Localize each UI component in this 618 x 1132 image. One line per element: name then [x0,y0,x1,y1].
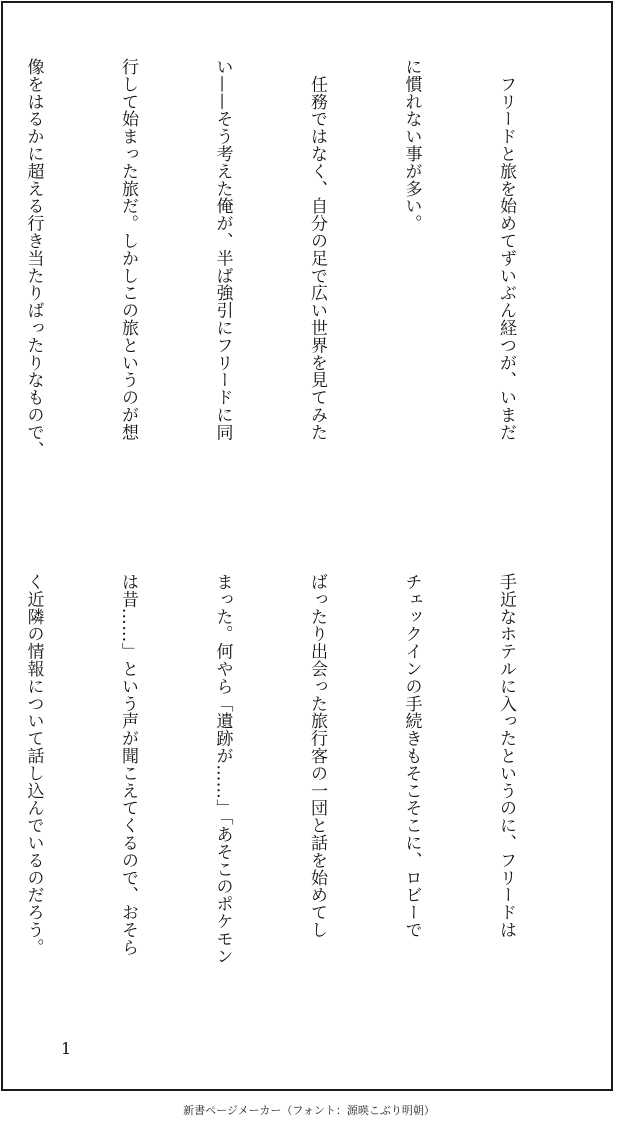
text-line: い——そう考えた俺が、半ば強引にフリードに同 [212,58,233,441]
text-line: ばったり出会った旅行客の一団と話を始めてし [307,573,327,939]
text-line: チェックインの手続きもそこそこに、ロビーで [401,573,422,939]
text-line: 任務ではなく、自分の足で広い世界を見てみた [307,58,327,441]
page-number: 1 [61,1039,72,1058]
text-line: く近隣の情報について話し込んでいるのだろう。 [23,573,44,956]
text-line: に慣れない事が多い。 [401,58,422,232]
text-line: 行して始まった旅だ。しかしこの旅というのが想 [118,58,138,441]
book-page [1,1,613,1091]
text-line: は昔……」という声が聞こえてくるので、おそら [118,573,138,956]
upper-text-block [0,58,584,558]
text-line: まった。何やら「遺跡が……」「あそこのポケモン [212,573,233,965]
text-line: フリードと旅を始めてずいぶん経つが、いまだ [496,58,516,441]
footer-caption: 新書ページメーカー（フォント：源暎こぶり明朝） [183,1104,435,1117]
text-line: 手近なホテルに入ったというのに、フリードは [496,573,516,939]
text-line: 像をはるかに超える行き当たりばったりなもので、 [23,58,44,459]
lower-text-block [0,573,584,993]
